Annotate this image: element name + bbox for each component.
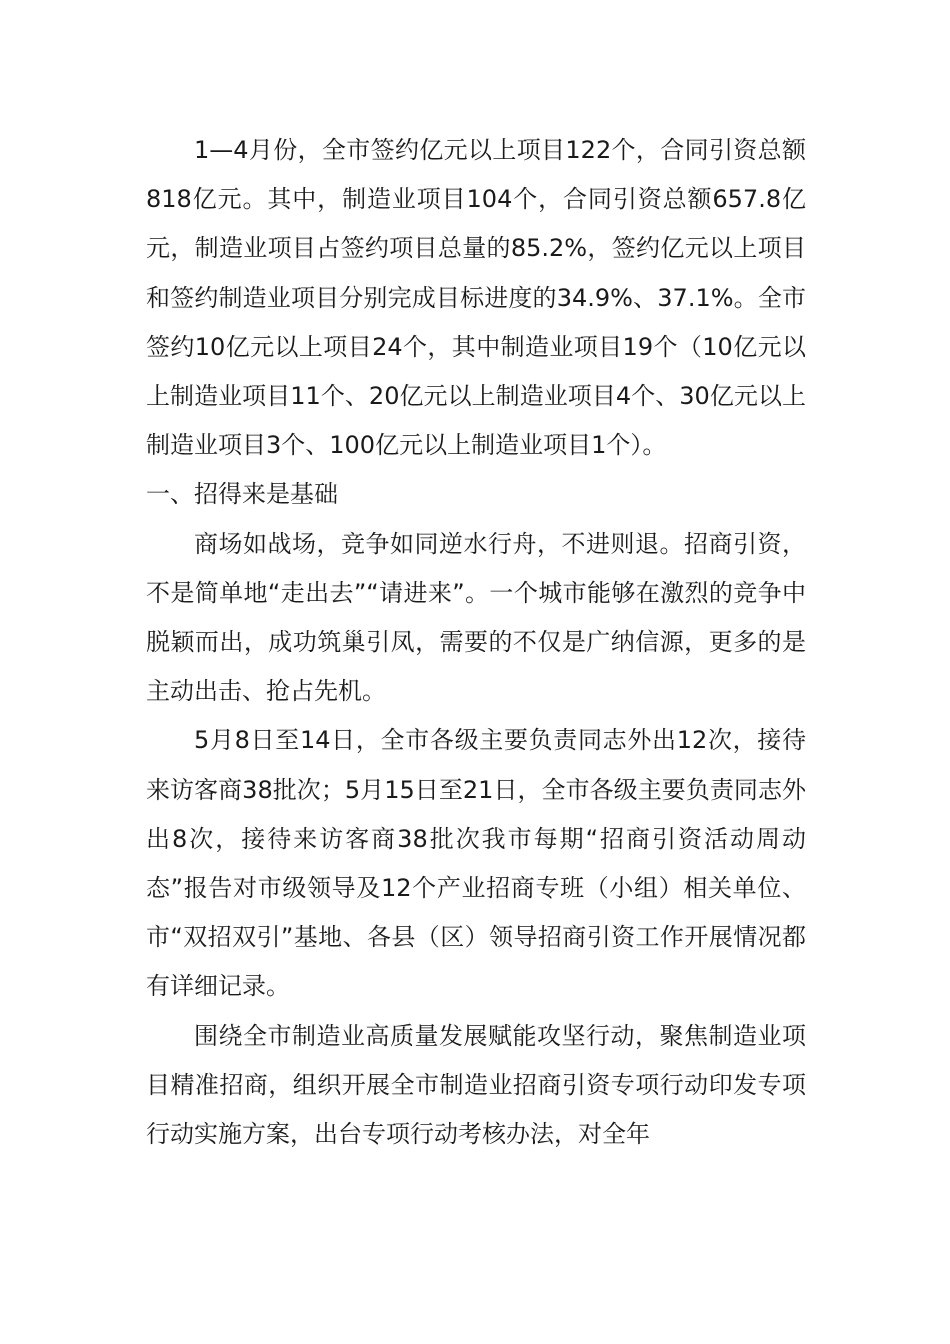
section-heading: 一、招得来是基础	[146, 480, 338, 509]
paragraph-investment-summary: 1—4月份，全市签约亿元以上项目122个，合同引资总额818亿元。其中，制造业项目104个，合同引资总额657.8亿元，制造业项目占签约项目总量的85.2%，签约亿元以上项目和签约制造业项目分别完成目标进度的34.9%、37.1%。全市签约10亿元以上项目24个，其中制造业项目19个（10亿元以上制造业项目11个、20亿元以上制造业项目4个、30亿元以上制造业项目3个、100亿元以上制造业项目1个）。	[146, 136, 806, 460]
paragraph-activity-weekly: 5月8日至14日，全市各级主要负责同志外出12次，接待来访客商38批次；5月15日至21日，全市各级主要负责同志外出8次，接待来访客商38批次我市每期“招商引资活动周动态”报告对市级领导及12个产业招商专班（小组）相关单位、市“双招双引”基地、各县（区）领导招商引资工作开展情况都有详细记录。	[146, 726, 806, 1001]
paragraph-competition: 商场如战场，竞争如同逆水行舟，不进则退。招商引资，不是简单地“走出去”“请进来”。一个城市能够在激烈的竞争中脱颖而出，成功筑巢引凤，需要的不仅是广纳信源，更多的是主动出击、抢占先机。	[146, 529, 806, 706]
document-body	[146, 126, 806, 1159]
paragraph-special-action: 围绕全市制造业高质量发展赋能攻坚行动，聚焦制造业项目精准招商，组织开展全市制造业招商引资专项行动印发专项行动实施方案，出台专项行动考核办法，对全年	[146, 1021, 806, 1149]
